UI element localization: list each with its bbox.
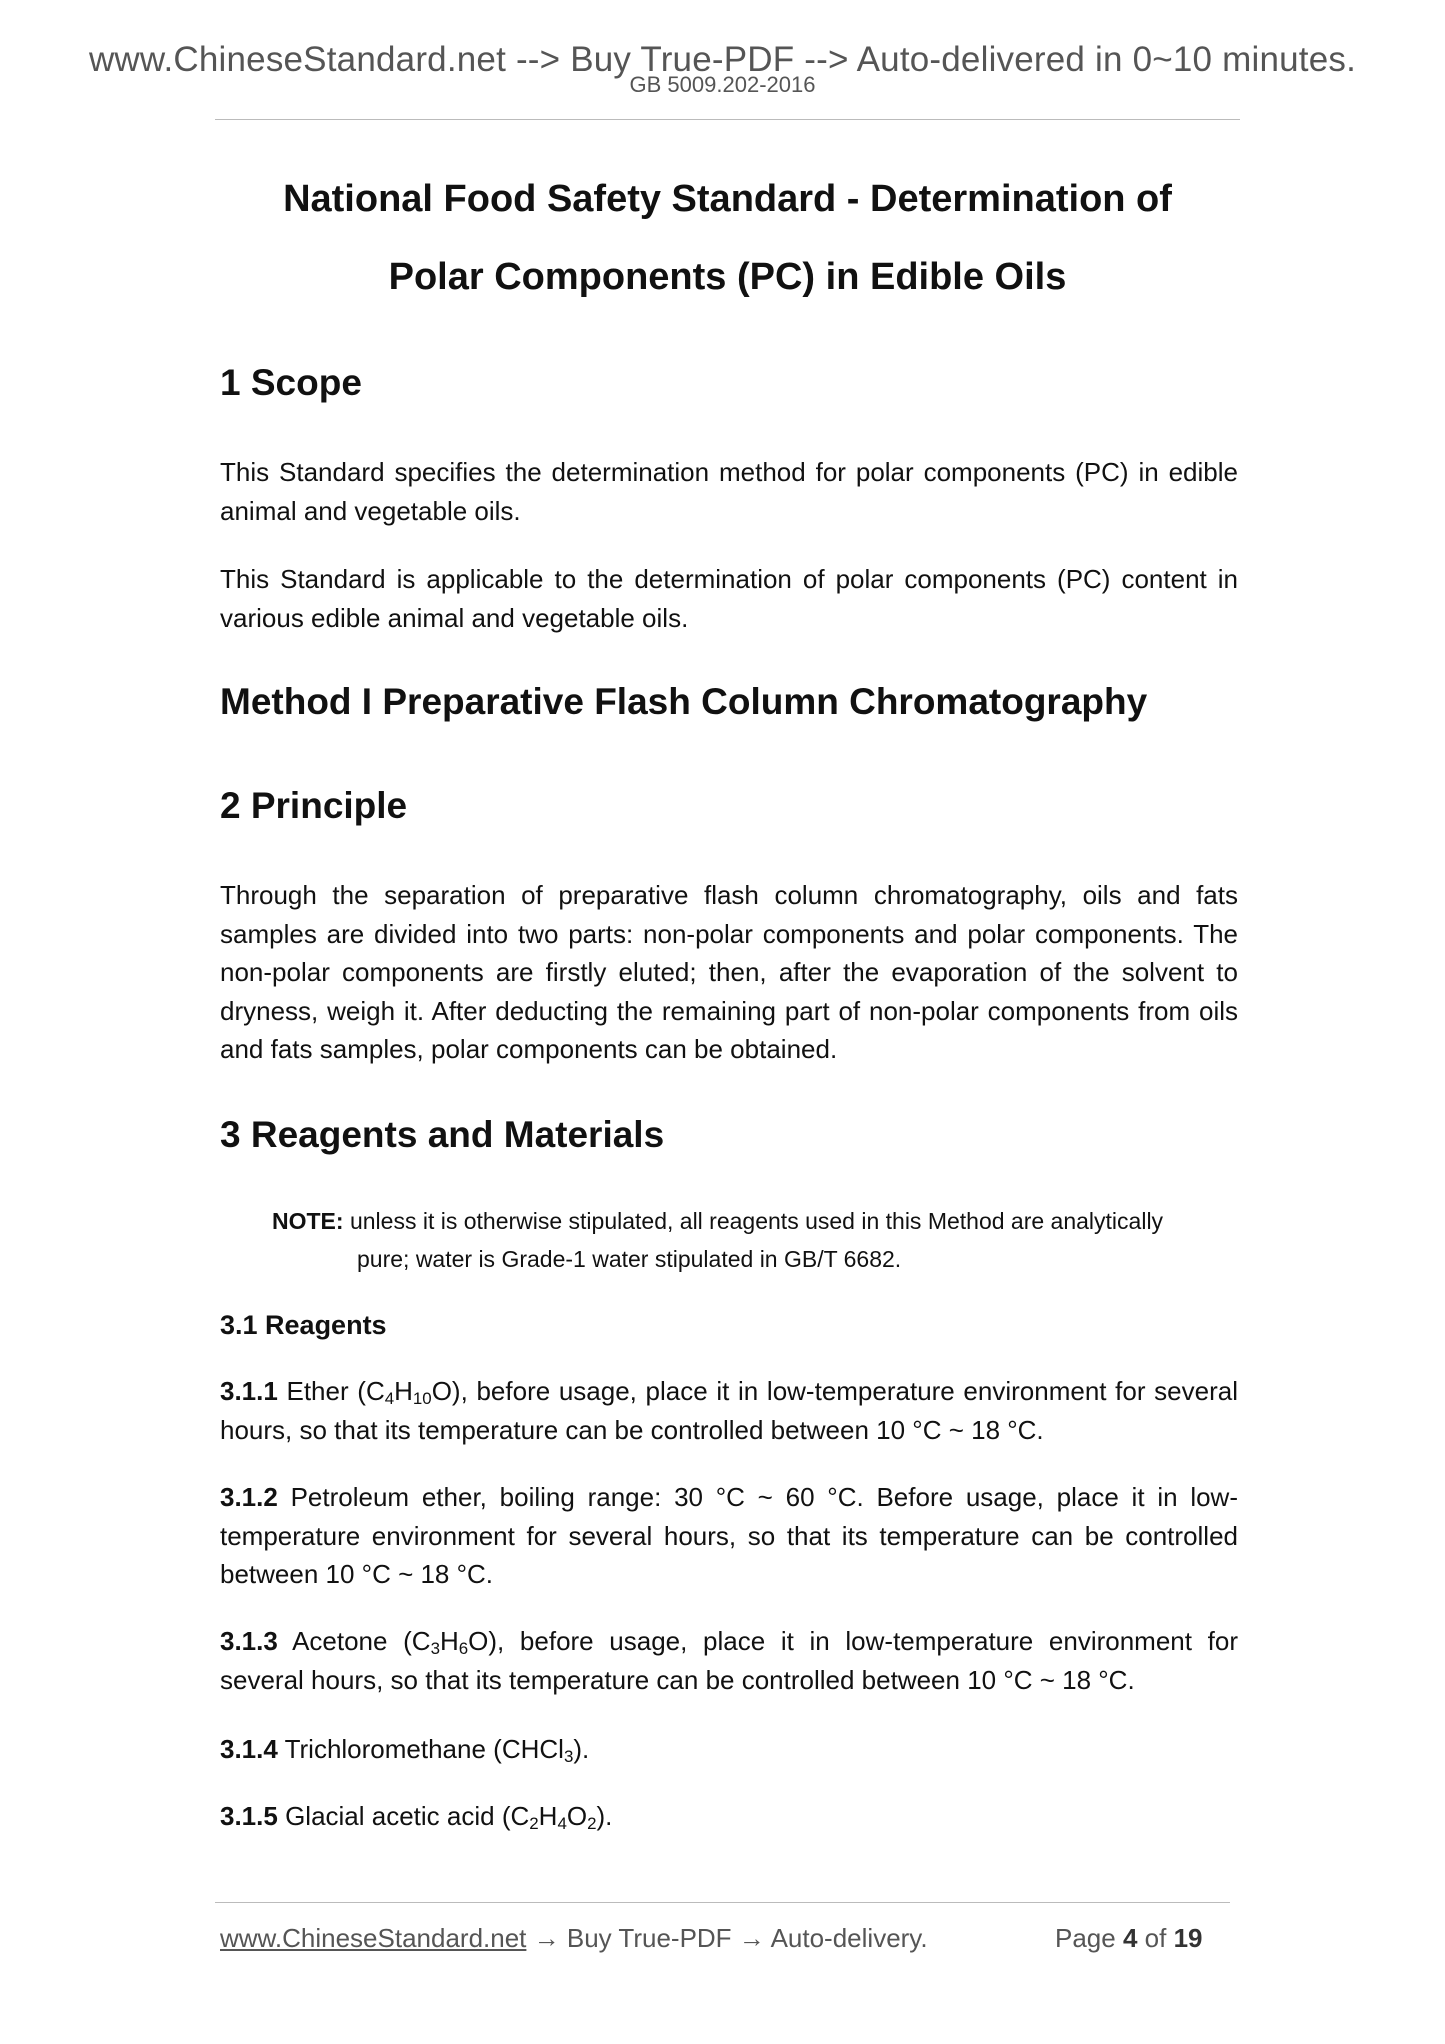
note-text-1: unless it is otherwise stipulated, all reagents used in this Method are analytically xyxy=(349,1208,1164,1234)
subsection-3-1-heading: 3.1 Reagents xyxy=(220,1310,387,1340)
subscript: 3 xyxy=(563,1747,574,1767)
item-text: O), before usage, place it in low-temperature environment for several hours, so that its temperature can be controlled between 10 °C ~ 18 °C. xyxy=(220,1626,1238,1695)
page-number: 4 xyxy=(1122,1923,1138,1953)
footer-left xyxy=(220,1923,928,1954)
title-line-2: Polar Components (PC) in Edible Oils xyxy=(388,256,1067,298)
item-text: H xyxy=(394,1376,413,1406)
footer-divider xyxy=(215,1902,1230,1903)
note-line-1 xyxy=(272,1208,1163,1234)
page-label: Page xyxy=(1055,1923,1116,1953)
item-text: Ether (C xyxy=(286,1376,385,1406)
of-label: of xyxy=(1144,1923,1167,1953)
reagent-3-1-2 xyxy=(220,1478,1238,1594)
subscript: 3 xyxy=(430,1639,440,1659)
item-text: O xyxy=(566,1801,588,1831)
subscript: 10 xyxy=(412,1389,432,1409)
item-number: 3.1.5 xyxy=(220,1801,278,1831)
footer-tagline: → Buy True-PDF → Auto-delivery. xyxy=(526,1923,928,1953)
page-total: 19 xyxy=(1173,1923,1203,1953)
item-text: Glacial acetic acid (C xyxy=(285,1801,530,1831)
item-number: 3.1.3 xyxy=(220,1626,278,1656)
subscript: 2 xyxy=(529,1814,539,1834)
subscript: 6 xyxy=(458,1639,469,1659)
method-1-heading: Method I Preparative Flash Column Chromatography xyxy=(220,681,1148,722)
item-number: 3.1.1 xyxy=(220,1376,278,1406)
section-1-heading: 1 Scope xyxy=(220,362,362,403)
page-indicator xyxy=(1055,1923,1203,1954)
document-id: GB 5009.202-2016 xyxy=(629,72,816,97)
scope-paragraph-2: This Standard is applicable to the determination of polar components (PC) content in various edible animal and vegetable oils. xyxy=(220,564,1238,633)
item-text: ). xyxy=(596,1801,613,1831)
principle-paragraph: Through the separation of preparative flash column chromatography, oils and fats samples are divided into two parts: non-polar components and polar components. The non-polar components are firstly eluted; then, after the evaporation of the solvent to dryness, weigh it. After deducting the remaining part of non-polar components from oils and fats samples, polar components can be obtained. xyxy=(220,880,1238,1064)
item-text: H xyxy=(439,1626,459,1656)
subscript: 4 xyxy=(384,1389,395,1409)
item-text: Trichloromethane (CHCl xyxy=(284,1734,564,1764)
subscript: 4 xyxy=(557,1814,567,1834)
note-block xyxy=(272,1202,1238,1278)
reagent-3-1-4 xyxy=(220,1730,1238,1769)
item-text: ). xyxy=(573,1734,590,1764)
section-3-heading: 3 Reagents and Materials xyxy=(220,1114,665,1155)
item-text: Acetone (C xyxy=(292,1626,431,1656)
reagent-3-1-3 xyxy=(220,1622,1238,1699)
footer-site-link[interactable]: www.ChineseStandard.net xyxy=(220,1923,527,1953)
item-text: O), before usage, place it in low-temperature environment for several hours, so that its temperature can be controlled between 10 °C ~ 18 °C. xyxy=(220,1376,1238,1445)
reagent-3-1-1 xyxy=(220,1372,1238,1449)
subscript: 2 xyxy=(587,1814,597,1834)
header-divider xyxy=(215,119,1240,120)
item-text: Petroleum ether, boiling range: 30 °C ~ 60 °C. Before usage, place it in low-temperature environment for several hours, so that its temperature can be controlled between 10 °C ~ 18 °C. xyxy=(220,1482,1238,1589)
scope-paragraph-1: This Standard specifies the determination method for polar components (PC) in edible animal and vegetable oils. xyxy=(220,457,1238,526)
title-line-1: National Food Safety Standard - Determination of xyxy=(283,178,1172,220)
reagent-3-1-5 xyxy=(220,1797,1238,1836)
item-number: 3.1.2 xyxy=(220,1482,278,1512)
item-text: H xyxy=(538,1801,558,1831)
header-banner: www.ChineseStandard.net --> Buy True-PDF --> Auto-delivered in 0~10 minutes. xyxy=(88,40,1357,79)
item-number: 3.1.4 xyxy=(220,1734,278,1764)
section-2-heading: 2 Principle xyxy=(220,785,408,826)
note-label: NOTE: xyxy=(272,1208,344,1234)
note-line-2: pure; water is Grade-1 water stipulated in GB/T 6682. xyxy=(357,1246,902,1272)
